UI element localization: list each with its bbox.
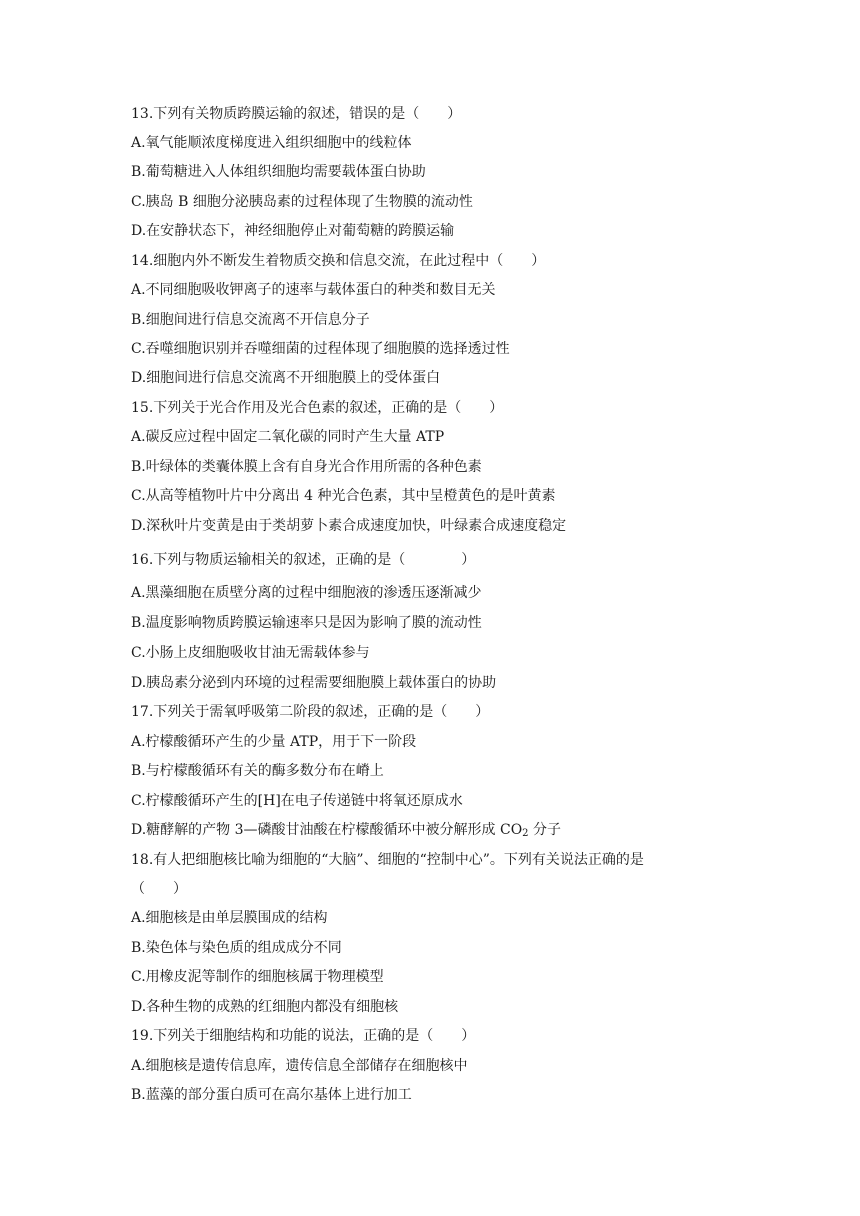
option-13a: A.氧气能顺浓度梯度进入组织细胞中的线粒体 (131, 135, 412, 151)
option-17a: A.柠檬酸循环产生的少量 ATP，用于下一阶段 (131, 734, 417, 750)
question-19: 19.下列关于细胞结构和功能的说法，正确的是（ ） (131, 1028, 476, 1044)
option-17b: B.与柠檬酸循环有关的酶多数分布在嵴上 (131, 763, 384, 779)
option-14b: B.细胞间进行信息交流离不开信息分子 (131, 312, 370, 328)
option-13c: C.胰岛 B 细胞分泌胰岛素的过程体现了生物膜的流动性 (131, 194, 473, 210)
option-17c: C.柠檬酸循环产生的[H]在电子传递链中将氧还原成水 (131, 793, 463, 809)
option-17d-text: D.糖酵解的产物 3—磷酸甘油酸在柠檬酸循环中被分解形成 CO (131, 822, 523, 838)
question-17: 17.下列关于需氧呼吸第二阶段的叙述，正确的是（ ） (131, 704, 490, 720)
question-13: 13.下列有关物质跨膜运输的叙述，错误的是（ ） (131, 106, 462, 122)
option-16d: D.胰岛素分泌到内环境的过程需要细胞膜上载体蛋白的协助 (131, 675, 497, 691)
option-16a: A.黑藻细胞在质壁分离的过程中细胞液的渗透压逐渐减少 (131, 585, 482, 601)
subscript-2: 2 (522, 828, 529, 839)
option-16b: B.温度影响物质跨膜运输速率只是因为影响了膜的流动性 (131, 615, 482, 631)
option-15d: D.深秋叶片变黄是由于类胡萝卜素合成速度加快，叶绿素合成速度稳定 (131, 518, 567, 534)
option-16c: C.小肠上皮细胞吸收甘油无需载体参与 (131, 645, 370, 661)
question-15: 15.下列关于光合作用及光合色素的叙述，正确的是（ ） (131, 400, 504, 416)
option-13b: B.葡萄糖进入人体组织细胞均需要载体蛋白协助 (131, 164, 426, 180)
option-14a: A.不同细胞吸收钾离子的速率与载体蛋白的种类和数目无关 (131, 282, 496, 298)
question-18: 18.有人把细胞核比喻为细胞的“大脑”、细胞的“控制中心”。下列有关说法正确的是 (131, 852, 644, 868)
option-18c: C.用橡皮泥等制作的细胞核属于物理模型 (131, 969, 384, 985)
option-14c: C.吞噬细胞识别并吞噬细菌的过程体现了细胞膜的选择透过性 (131, 341, 510, 357)
option-17d (131, 821, 561, 839)
option-13d: D.在安静状态下，神经细胞停止对葡萄糖的跨膜运输 (131, 223, 455, 239)
option-14d: D.细胞间进行信息交流离不开细胞膜上的受体蛋白 (131, 370, 441, 386)
option-15a: A.碳反应过程中固定二氧化碳的同时产生大量 ATP (131, 429, 445, 445)
question-18-blank: （ ） (131, 881, 187, 897)
option-15b: B.叶绿体的类囊体膜上含有自身光合作用所需的各种色素 (131, 459, 482, 475)
option-18d: D.各种生物的成熟的红细胞内都没有细胞核 (131, 999, 399, 1015)
option-15c: C.从高等植物叶片中分离出 4 种光合色素，其中呈橙黄色的是叶黄素 (131, 488, 556, 504)
option-18b: B.染色体与染色质的组成成分不同 (131, 940, 342, 956)
option-17d-tail: 分子 (528, 822, 561, 838)
option-18a: A.细胞核是由单层膜围成的结构 (131, 910, 328, 926)
option-19b: B.蓝藻的部分蛋白质可在高尔基体上进行加工 (131, 1087, 412, 1103)
question-14: 14.细胞内外不断发生着物质交换和信息交流，在此过程中（ ） (131, 253, 546, 269)
question-16: 16.下列与物质运输相关的叙述，正确的是（ ） (131, 552, 476, 568)
option-19a: A.细胞核是遗传信息库，遗传信息全部储存在细胞核中 (131, 1058, 468, 1074)
